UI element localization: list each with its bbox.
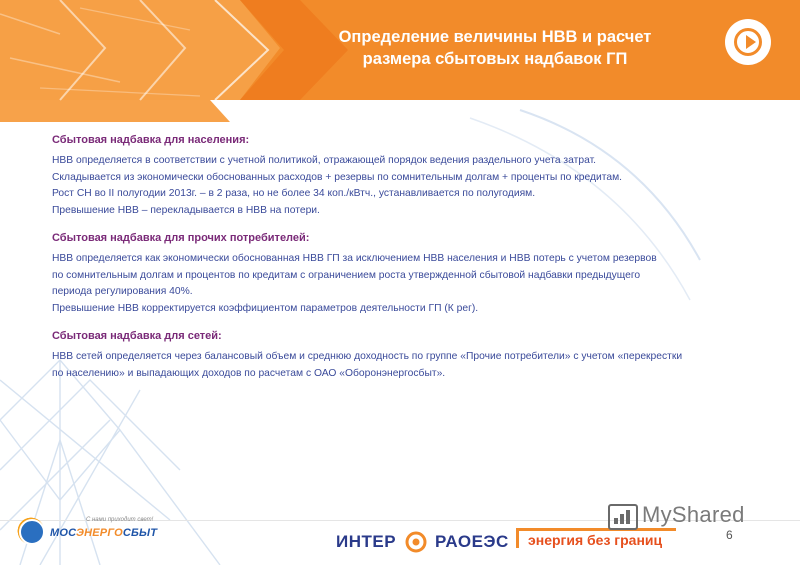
section-line: Превышение НВВ корректируется коэффициентом параметров деятельности ГП (К рег). xyxy=(52,302,479,314)
section-heading: Сбытовая надбавка для прочих потребителей: xyxy=(52,232,310,244)
inter-rao-mark-icon xyxy=(405,531,427,553)
play-button[interactable] xyxy=(725,19,771,65)
mes-name-part-1: МОС xyxy=(50,527,76,539)
section-heading: Сбытовая надбавка для сетей: xyxy=(52,330,222,342)
section-population xyxy=(52,133,752,219)
slide-title xyxy=(300,26,690,70)
mes-name-part-3: СБЫТ xyxy=(122,527,158,539)
slogan: энергия без границ xyxy=(528,532,663,548)
section-line: НВВ определяется как экономически обоснованная НВВ ГП за исключением НВВ населения и НВВ потерь с учетом резервов xyxy=(52,253,657,264)
mosenergosbyt-logo xyxy=(10,508,190,558)
section-line: НВВ определяется в соответствии с учетной политикой, отражающей порядок ведения раздельного учета затрат. xyxy=(52,155,597,166)
myshared-watermark[interactable] xyxy=(608,500,778,534)
inter-rao-right: РАОЕЭС xyxy=(434,532,509,551)
inter-rao-left: ИНТЕР xyxy=(336,532,397,551)
slide-title-line-2: размера сбытовых надбавок ГП xyxy=(362,50,628,68)
slide-content xyxy=(52,133,752,394)
mes-name-part-2: ЭНЕРГО xyxy=(76,527,123,539)
section-line: периода регулирования 40%. xyxy=(52,286,193,297)
page-number: 6 xyxy=(726,528,733,542)
globe-icon xyxy=(19,519,45,545)
section-line: по населению» и выпадающих доходов по расчетам с ОАО «Оборонэнергосбыт». xyxy=(52,367,446,379)
section-line: НВВ сетей определяется через балансовый объем и среднюю доходность по группе «Прочие потребители» с учетом «перекрестки xyxy=(52,351,683,362)
mes-name xyxy=(50,527,157,539)
slogan-bracket xyxy=(516,528,519,548)
watermark-text: MyShared xyxy=(642,502,745,527)
inter-rao-logo xyxy=(336,531,509,553)
section-line: Превышение НВВ – перекладывается в НВВ на потери. xyxy=(52,204,320,216)
mes-tagline: С нами приходит свет! xyxy=(86,517,154,523)
section-line: Складывается из экономически обоснованных расходов + резервы по сомнительным долгам + проценты по кредитам. xyxy=(52,171,623,183)
play-triangle-icon xyxy=(746,35,756,49)
section-line: по сомнительным долгам и процентов по кредитам с ограничением роста утвержденной сбытовой надбавки предыдущего xyxy=(52,269,641,281)
section-heading: Сбытовая надбавка для населения: xyxy=(52,134,250,146)
section-other-consumers xyxy=(52,231,752,317)
section-networks xyxy=(52,329,752,382)
presentation-board-icon xyxy=(608,504,638,530)
section-line: Рост СН во II полугодии 2013г. – в 2 раза, но не более 34 коп./кВтч., устанавливается по полугодиям. xyxy=(52,188,536,199)
slide-title-line-1: Определение величины НВВ и расчет xyxy=(338,28,652,46)
